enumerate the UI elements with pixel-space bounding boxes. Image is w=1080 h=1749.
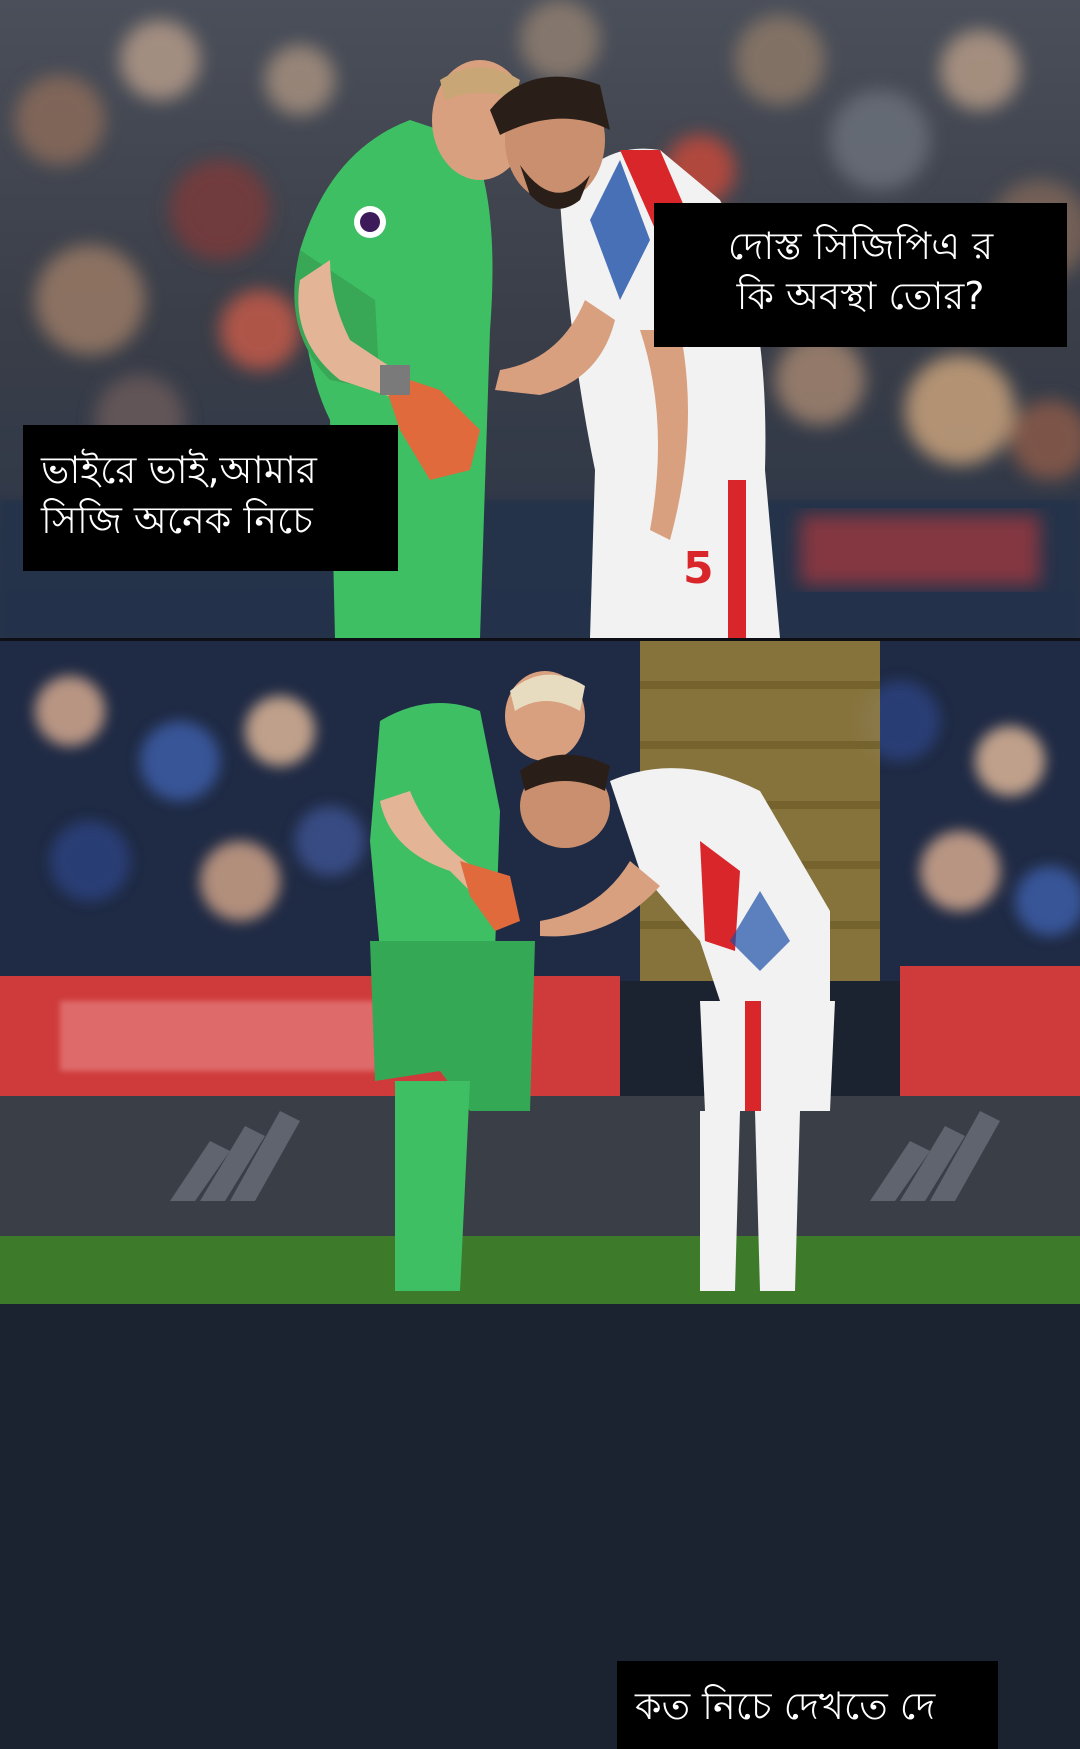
top-photo-panel <box>0 0 1080 638</box>
caption-line: সিজি অনেক নিচে <box>41 498 313 543</box>
speech-caption-keeper <box>23 425 398 571</box>
speech-caption-friend <box>654 203 1067 347</box>
caption-line: দোস্ত সিজিপিএ র <box>727 224 994 268</box>
caption-line: কত নিচে দেখতে দে <box>635 1684 936 1728</box>
bottom-photo-panel <box>0 641 1080 1728</box>
caption-line: কি অবস্থা তোর? <box>736 274 985 319</box>
caption-line: ভাইরে ভাই,আমার <box>41 448 317 492</box>
jersey-number: 5 <box>683 543 714 594</box>
speech-caption-friend-bottom <box>617 1661 998 1749</box>
bottom-photo <box>0 641 1080 1304</box>
